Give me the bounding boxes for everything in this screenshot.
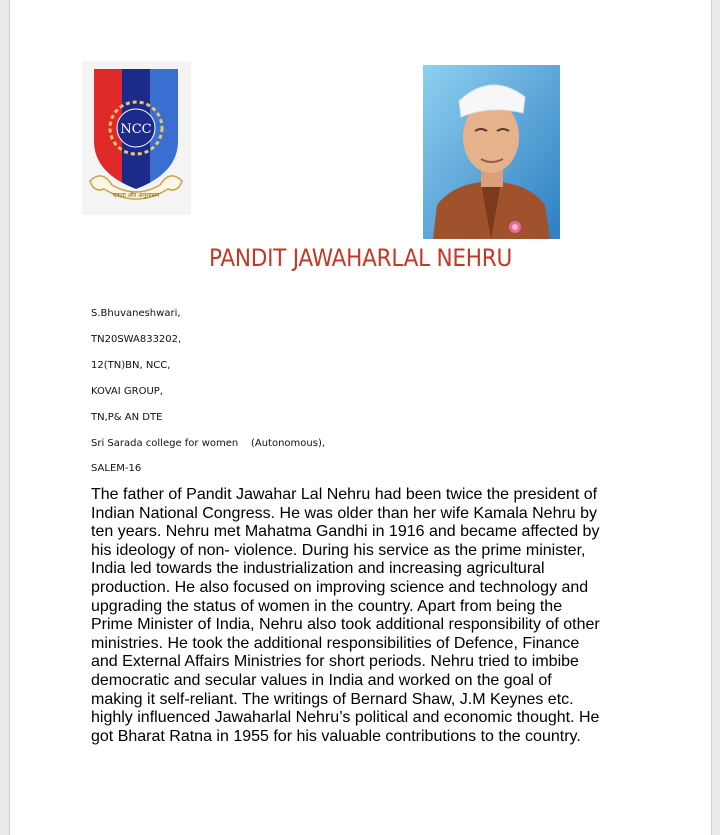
body-line: The father of Pandit Jawahar Lal Nehru had been twice the president of [91, 486, 598, 503]
cadet-number: TN20SWA833202, [91, 334, 182, 345]
body-line: democratic and secular values in India and worked on the goal of [91, 671, 552, 689]
battalion: 12(TN)BN, NCC, [91, 360, 171, 371]
nehru-portrait [423, 65, 560, 239]
body-line: ministries. He took the additional responsibilities of Defence, Finance [91, 634, 580, 652]
ncc-logo [82, 61, 191, 215]
page-title: PANDIT JAWAHARLAL NEHRU [208, 244, 513, 272]
body-line: Indian National Congress. He was older than her wife Kamala Nehru by [91, 504, 598, 522]
body-line: ten years. Nehru met Mahatma Gandhi in 1916 and became affected by [91, 523, 600, 541]
author-name: S.Bhuvaneshwari, [91, 308, 181, 319]
city: SALEM-16 [91, 463, 142, 474]
ncc-motto: एकता और अनुशासन [112, 192, 160, 199]
group: KOVAI GROUP, [91, 386, 163, 397]
body-line: and External Affairs Ministries for short periods. Nehru tried to imbibe [91, 653, 579, 671]
ncc-emblem-icon [82, 61, 191, 215]
body-line: his ideology of non- violence. During his service as the prime minister, [91, 541, 586, 559]
college: Sri Sarada college for women (Autonomous), [91, 438, 326, 449]
directorate: TN,P& AN DTE [91, 412, 163, 423]
portrait-image-icon [423, 65, 560, 239]
body-paragraph [91, 486, 651, 746]
body-line: making it self-reliant. The writings of Bernard Shaw, J.M Keynes etc. [91, 690, 574, 708]
body-line: Prime Minister of India, Nehru also took additional responsibility of other [91, 616, 600, 634]
body-line: highly influenced Jawaharlal Nehru’s political and economic thought. He [91, 709, 600, 727]
body-line: got Bharat Ratna in 1955 for his valuable contributions to the country. [91, 727, 581, 745]
body-line: production. He also focused on improving science and technology and [91, 578, 589, 596]
body-line: upgrading the status of women in the country. Apart from being the [91, 597, 563, 615]
ncc-logo-text: NCC [120, 122, 152, 137]
body-line: India led towards the industrialization and increasing agricultural [91, 560, 545, 578]
document-page [9, 0, 712, 835]
